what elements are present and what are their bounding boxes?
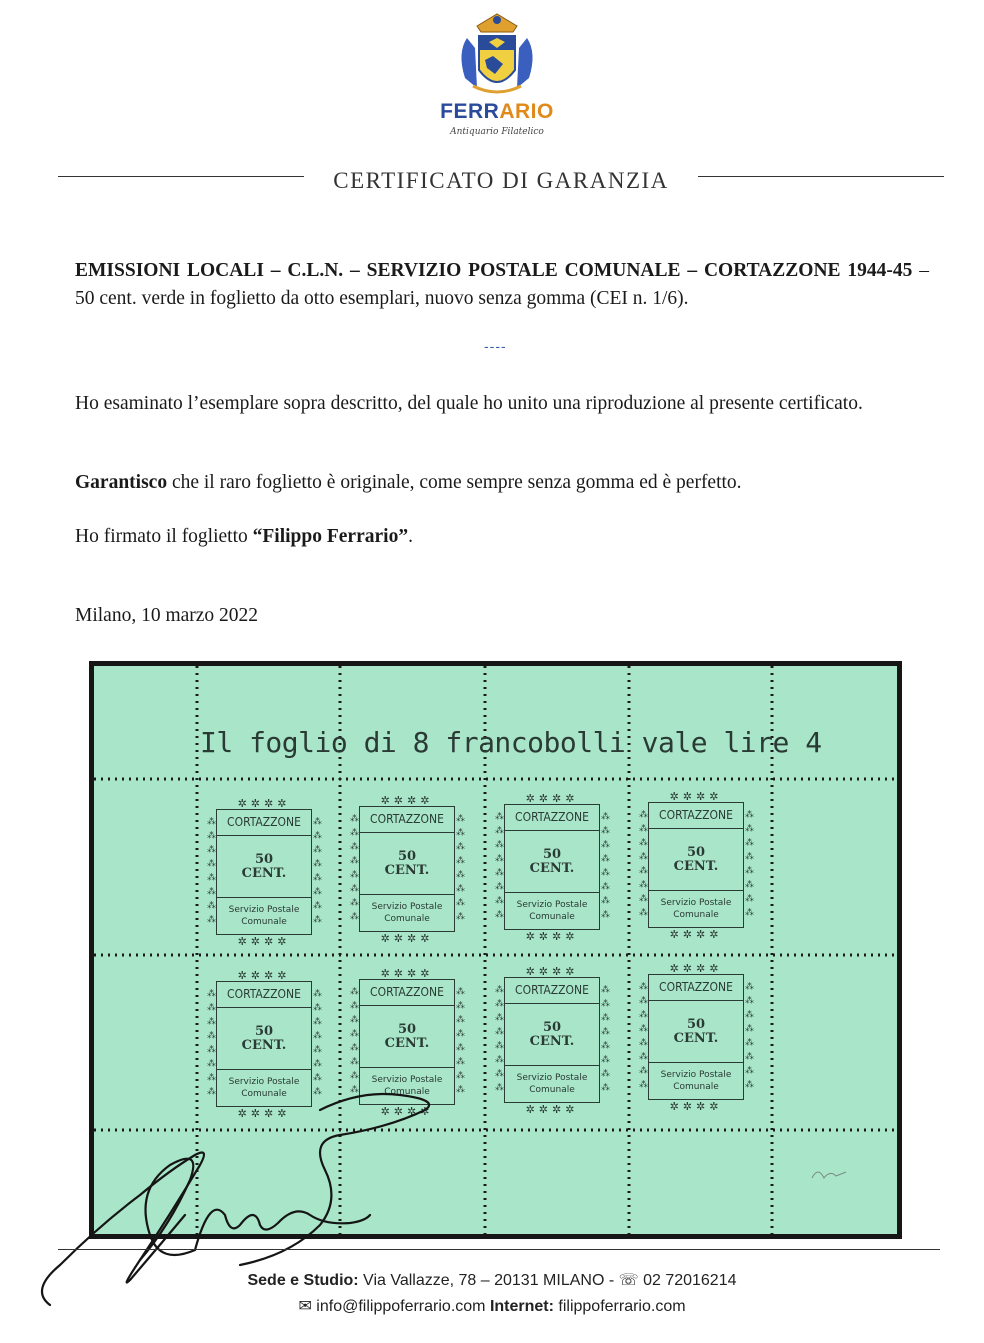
footer-address: Via Vallazze, 78 – 20131 MILANO - [358,1272,619,1289]
stamp-service-line2: Comunale [241,917,287,927]
stamp-service-line2: Comunale [529,912,575,922]
ornament-right: ⁂ ⁂ ⁂ ⁂ ⁂ ⁂ ⁂ ⁂ [456,814,465,922]
stamp-value-unit: CENT. [529,861,575,876]
brand-tagline: Antiquario Filatelico [450,127,544,137]
brand-name: FERRARIO [440,100,554,123]
stamp-service-line1: Servizio Postale [516,1073,588,1083]
ornament-left: ⁂ ⁂ ⁂ ⁂ ⁂ ⁂ ⁂ ⁂ [495,985,504,1093]
footer-internet-label: Internet: [489,1298,554,1315]
stamp-service-line1: Servizio Postale [660,1070,732,1080]
stamp-value-number: 50 [254,852,274,867]
ornament-top: ✲✲✲✲ [380,967,434,980]
ornament-bottom: ✲✲✲✲ [525,1103,579,1116]
stamp-service-line2: Comunale [529,1085,575,1095]
ornament-top: ✲✲✲✲ [669,790,723,803]
ornament-left: ⁂ ⁂ ⁂ ⁂ ⁂ ⁂ ⁂ ⁂ [495,812,504,920]
stamp-service-line1: Servizio Postale [228,1077,300,1087]
stamp-town: CORTAZZONE [359,985,455,1006]
stamp-town: CORTAZZONE [504,983,600,1004]
stamp-value-unit: CENT. [529,1034,575,1049]
guarantee-rest: che il raro foglietto è originale, come sempre senza gomma ed è perfetto. [167,472,742,493]
stamp-service-line1: Servizio Postale [516,900,588,910]
ornament-left: ⁂ ⁂ ⁂ ⁂ ⁂ ⁂ ⁂ ⁂ [639,810,648,918]
ornament-bottom: ✲✲✲✲ [237,1107,291,1120]
stamp-town: CORTAZZONE [504,810,600,831]
ornament-top: ✲✲✲✲ [237,969,291,982]
footer-address-label: Sede e Studio: [247,1272,359,1289]
ornament-left: ⁂ ⁂ ⁂ ⁂ ⁂ ⁂ ⁂ ⁂ [639,982,648,1090]
ornament-left: ⁂ ⁂ ⁂ ⁂ ⁂ ⁂ ⁂ ⁂ [207,817,216,925]
stamp-value-unit: CENT. [673,859,719,874]
stamp-town: CORTAZZONE [648,808,744,829]
separator: ---- [484,338,507,354]
stamp-town: CORTAZZONE [216,987,312,1008]
ornament-bottom: ✲✲✲✲ [237,935,291,948]
stamp-value-unit: CENT. [673,1031,719,1046]
examination-paragraph: Ho esaminato l’esemplare sopra descritto, del quale ho unito una riproduzione al presente certificato. [75,393,863,414]
phone-fax-icon: ☏ [618,1272,639,1289]
stamp-service-line2: Comunale [384,1087,430,1097]
guarantee-paragraph [75,469,929,497]
ornament-top: ✲✲✲✲ [525,965,579,978]
pencil-mark [94,666,897,1234]
certificate-title: CERTIFICATO DI GARANZIA [333,168,669,193]
stamp-value-number: 50 [397,1022,417,1037]
guarantee-bold: Garantisco [75,472,168,493]
stamp-service-line2: Comunale [384,914,430,924]
stamp-value-unit: CENT. [384,863,430,878]
signed-name: “Filippo Ferrario” [252,526,409,547]
stamp-value-number: 50 [686,845,706,860]
description-bold: EMISSIONI LOCALI – C.L.N. – SERVIZIO POSTALE COMUNALE – CORTAZZONE 1944-45 [75,260,913,281]
stamp-value-number: 50 [542,1020,562,1035]
ornament-left: ⁂ ⁂ ⁂ ⁂ ⁂ ⁂ ⁂ ⁂ [350,814,359,922]
ornament-bottom: ✲✲✲✲ [669,1100,723,1113]
place-date: Milano, 10 marzo 2022 [75,605,259,626]
ornament-right: ⁂ ⁂ ⁂ ⁂ ⁂ ⁂ ⁂ ⁂ [313,989,322,1097]
footer-phone: 02 72016214 [638,1272,737,1289]
ornament-bottom: ✲✲✲✲ [525,930,579,943]
ornament-bottom: ✲✲✲✲ [380,1105,434,1118]
ornament-left: ⁂ ⁂ ⁂ ⁂ ⁂ ⁂ ⁂ ⁂ [207,989,216,1097]
stamp-town: CORTAZZONE [648,980,744,1001]
stamp-service-line2: Comunale [673,910,719,920]
description-rest: – 50 cent. verde in foglietto da otto esemplari, nuovo senza gomma (CEI n. 1/6). [75,260,929,309]
stamp-service-line1: Servizio Postale [660,898,732,908]
description-paragraph [75,257,929,313]
ornament-right: ⁂ ⁂ ⁂ ⁂ ⁂ ⁂ ⁂ ⁂ [745,982,754,1090]
stamp-value-unit: CENT. [241,866,287,881]
sheet-heading: Il foglio di 8 francobolli vale lire 4 [200,726,822,759]
footer-website[interactable]: filippoferrario.com [553,1298,686,1315]
stamp-value-unit: CENT. [241,1038,287,1053]
title-rule-right [698,176,944,177]
ornament-right: ⁂ ⁂ ⁂ ⁂ ⁂ ⁂ ⁂ ⁂ [745,810,754,918]
title-rule-left [58,176,304,177]
stamp-value-number: 50 [397,849,417,864]
footer-contact-line [0,1296,984,1316]
footer-rule [58,1249,940,1250]
stamp-service-line1: Servizio Postale [371,1075,443,1085]
stamp-value-unit: CENT. [384,1036,430,1051]
envelope-icon: ✉ [298,1298,312,1315]
ornament-bottom: ✲✲✲✲ [669,928,723,941]
ornament-top: ✲✲✲✲ [237,797,291,810]
footer-email[interactable]: info@filippoferrario.com [311,1298,490,1315]
ornament-right: ⁂ ⁂ ⁂ ⁂ ⁂ ⁂ ⁂ ⁂ [456,987,465,1095]
ornament-right: ⁂ ⁂ ⁂ ⁂ ⁂ ⁂ ⁂ ⁂ [601,812,610,920]
stamp-service-line2: Comunale [241,1089,287,1099]
signed-post: . [408,526,413,547]
ornament-top: ✲✲✲✲ [380,794,434,807]
certificate-title-row [58,168,944,198]
signed-paragraph [75,523,929,551]
signed-pre: Ho firmato il foglietto [75,526,253,547]
ornament-bottom: ✲✲✲✲ [380,932,434,945]
stamp-service-line2: Comunale [673,1082,719,1092]
ornament-left: ⁂ ⁂ ⁂ ⁂ ⁂ ⁂ ⁂ ⁂ [350,987,359,1095]
stamp-value-number: 50 [542,847,562,862]
footer-address-line [0,1270,984,1290]
stamp-town: CORTAZZONE [216,815,312,836]
stamp-town: CORTAZZONE [359,812,455,833]
stamp-service-line1: Servizio Postale [371,902,443,912]
ornament-top: ✲✲✲✲ [669,962,723,975]
stamp-value-number: 50 [254,1024,274,1039]
ornament-top: ✲✲✲✲ [525,792,579,805]
stamp-value-number: 50 [686,1017,706,1032]
ornament-right: ⁂ ⁂ ⁂ ⁂ ⁂ ⁂ ⁂ ⁂ [313,817,322,925]
stamp-sheet-image [89,661,902,1239]
ornament-right: ⁂ ⁂ ⁂ ⁂ ⁂ ⁂ ⁂ ⁂ [601,985,610,1093]
stamp-service-line1: Servizio Postale [228,905,300,915]
